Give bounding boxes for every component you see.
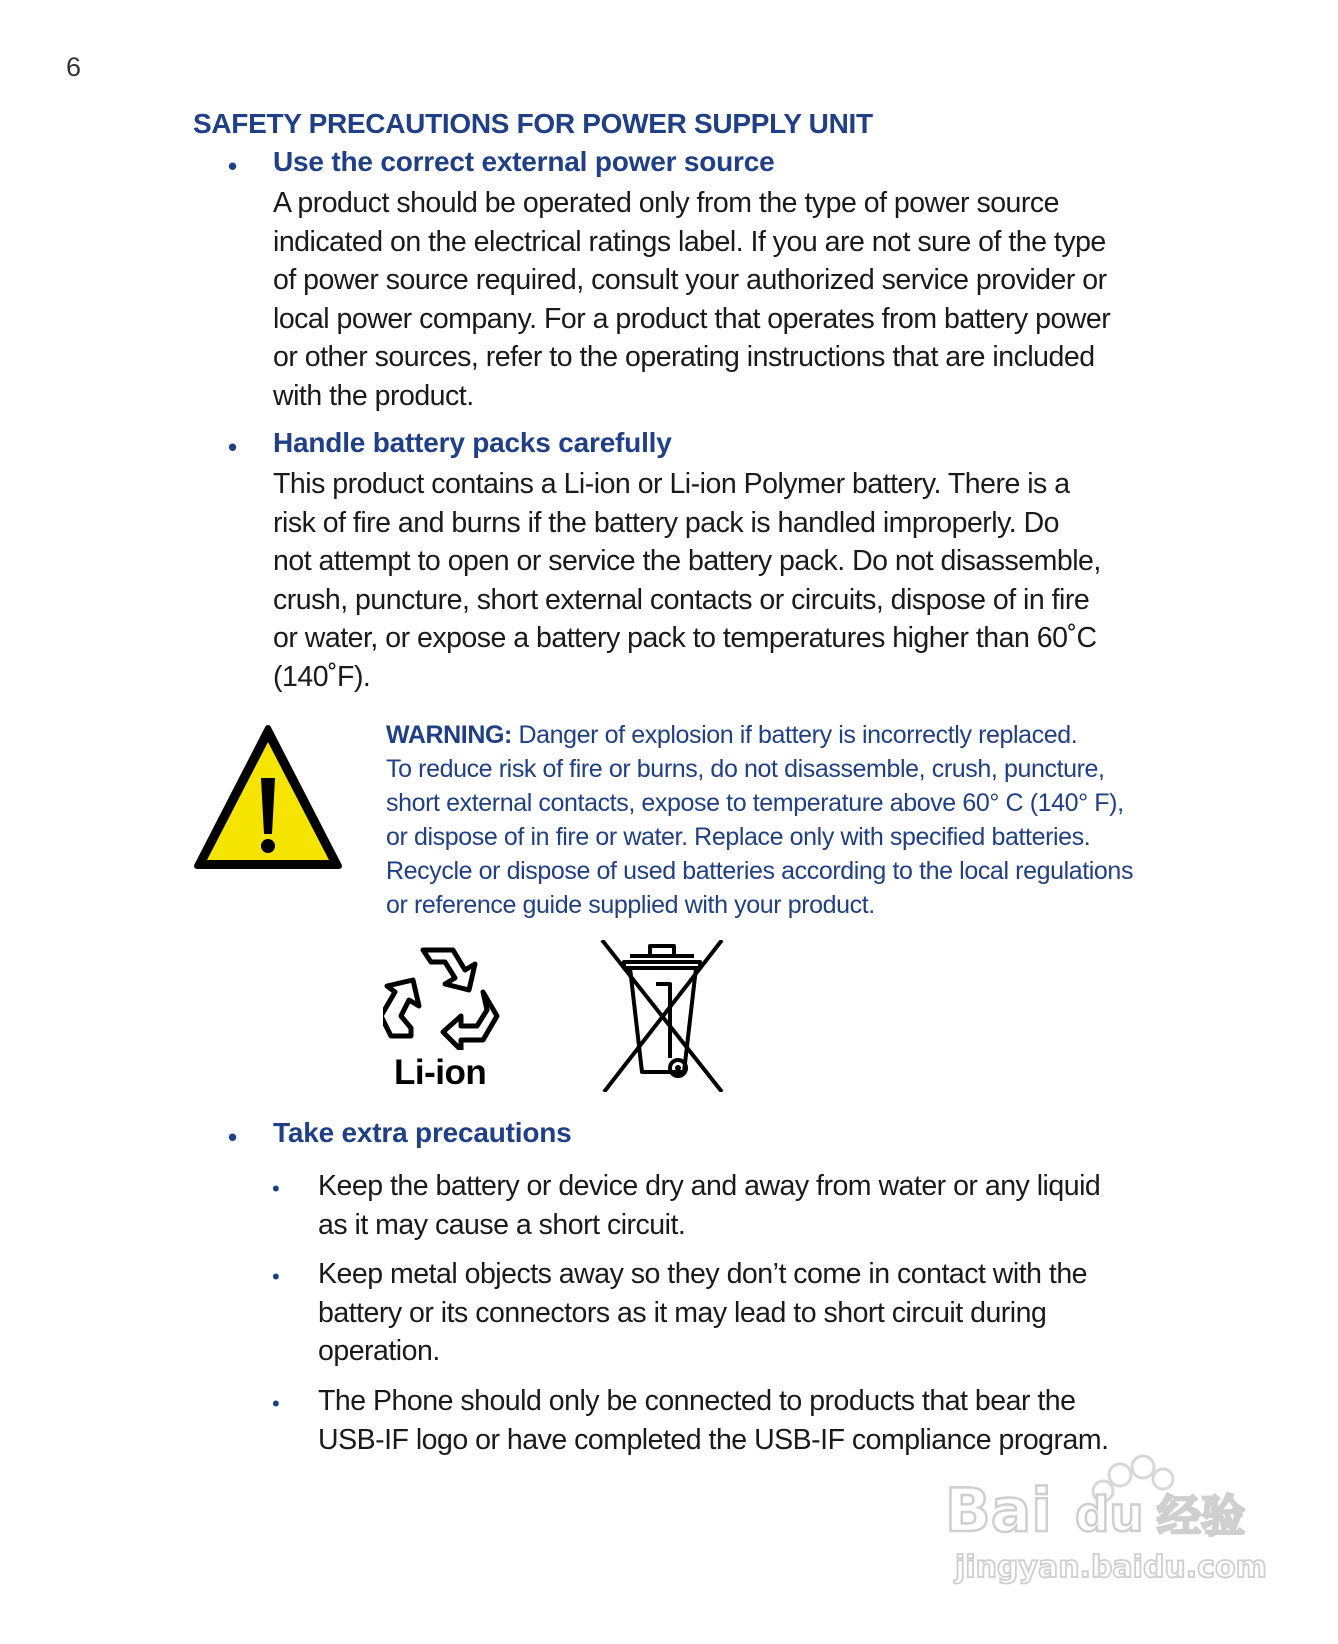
svg-text:jingyan.baidu.com: jingyan.baidu.com — [955, 1550, 1267, 1585]
li-ion-label: Li-ion — [394, 1053, 487, 1092]
text-line: crush, puncture, short external contacts or circuits, dispose of in fire — [273, 583, 1090, 616]
text-line: indicated on the electrical ratings label. If you are not sure of the type — [273, 225, 1106, 258]
list-item — [318, 1167, 1218, 1244]
warning-line: To reduce risk of fire or burns, do not disassemble, crush, puncture, — [386, 755, 1105, 783]
text-line: or other sources, refer to the operating instructions that are included — [273, 341, 1095, 373]
text-line: battery or its connectors as it may lead to short circuit during — [318, 1296, 1047, 1329]
text-line: local power company. For a product that operates from battery power — [273, 302, 1111, 335]
warning-first-line: Danger of explosion if battery is incorrectly replaced. — [511, 721, 1078, 749]
svg-text:du: du — [1075, 1487, 1144, 1543]
heading-extra-precautions: Take extra precautions — [273, 1117, 572, 1148]
text-line: Keep the battery or device dry and away from water or any liquid — [318, 1170, 1101, 1202]
text-line: operation. — [318, 1335, 440, 1367]
text-line: Keep metal objects away so they don’t come in contact with the — [318, 1258, 1088, 1290]
section-title: SAFETY PRECAUTIONS FOR POWER SUPPLY UNIT — [193, 108, 873, 139]
text-line: (140˚F). — [273, 660, 371, 693]
warning-triangle-icon — [193, 722, 343, 874]
bullet-battery-packs: • — [228, 432, 238, 462]
list-bullet: • — [272, 1264, 280, 1289]
svg-text:经验: 经验 — [1157, 1491, 1245, 1542]
heading-battery-packs: Handle battery packs carefully — [273, 427, 672, 458]
bullet-extra-precautions: • — [228, 1122, 238, 1152]
warning-line: or reference guide supplied with your product. — [386, 891, 875, 919]
text-line: as it may cause a short circuit. — [318, 1208, 686, 1241]
svg-text:Bai: Bai — [945, 1476, 1052, 1546]
text-line: or water, or expose a battery pack to temperatures higher than 60˚C — [273, 622, 1097, 654]
text-line: not attempt to open or service the battery pack. Do not disassemble, — [273, 545, 1101, 577]
text-line: A product should be operated only from the type of power source — [273, 187, 1059, 219]
warning-label: WARNING: — [386, 721, 512, 749]
list-bullet: • — [272, 1391, 280, 1416]
bullet-power-source: • — [228, 151, 238, 181]
text-line: with the product. — [273, 379, 474, 412]
warning-block — [386, 718, 1216, 922]
warning-line: short external contacts, expose to temperature above 60° C (140° F), — [386, 789, 1124, 817]
crossed-out-bin-icon — [600, 940, 724, 1092]
text-line: risk of fire and burns if the battery pack is handled improperly. Do — [273, 506, 1060, 539]
recycle-icon — [383, 940, 503, 1050]
text-line: The Phone should only be connected to products that bear the — [318, 1385, 1076, 1417]
heading-power-source: Use the correct external power source — [273, 146, 775, 177]
paragraph-battery-packs — [273, 465, 1213, 696]
baidu-jingyan-watermark-logo — [945, 1445, 1275, 1595]
text-line: This product contains a Li-ion or Li-ion Polymer battery. There is a — [273, 468, 1070, 500]
list-bullet: • — [272, 1176, 280, 1201]
warning-line: Recycle or dispose of used batteries according to the local regulations — [386, 857, 1134, 885]
page-number: 6 — [66, 52, 82, 82]
text-line: of power source required, consult your authorized service provider or — [273, 264, 1107, 296]
list-item — [318, 1255, 1218, 1371]
warning-line: or dispose of in fire or water. Replace only with specified batteries. — [386, 823, 1091, 851]
paragraph-power-source — [273, 184, 1213, 415]
text-line: USB-IF logo or have completed the USB-IF compliance program. — [318, 1423, 1109, 1456]
